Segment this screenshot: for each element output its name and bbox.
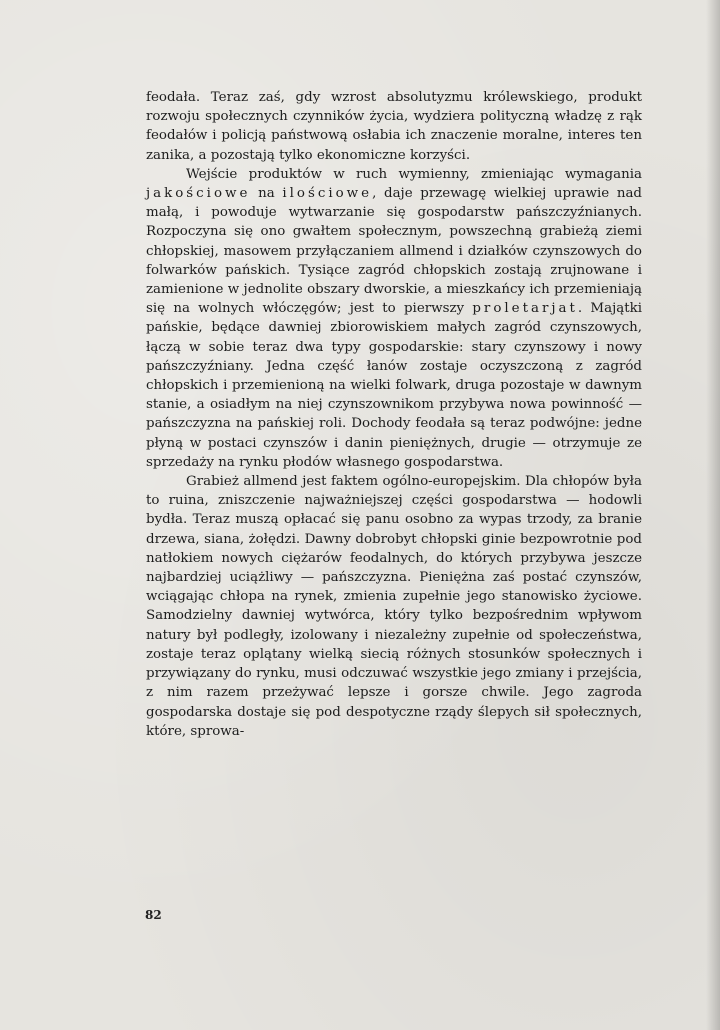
- emphasized-text: ilościowe: [282, 186, 373, 202]
- paragraph-text: na: [250, 186, 283, 202]
- paragraph: [146, 165, 642, 472]
- paragraph-text: Wejście produktów w ruch wymienny, zmieniając wymagania: [186, 166, 642, 182]
- paragraph: [146, 472, 642, 741]
- paragraph-text: feodała. Teraz zaś, gdy wzrost absolutyzmu królewskiego, produkt rozwoju społecznych czynników życia, wydziera polityczną władzę z rąk feodałów i policją państwową osłabia ich znaczenie moralne, interes ten zanika, a pozostają tylko ekonomiczne korzyści.: [146, 90, 642, 163]
- page-edge-shadow: [706, 0, 720, 1030]
- paragraph: [146, 88, 642, 165]
- paragraph-text: , daje przewagę wielkiej uprawie nad małą, i powoduje wytwarzanie się gospodarstw pańszczyźnianych. Rozpoczyna się ono gwałtem społecznym, powszechną grabieżą ziemi chłopskiej, masowem przyłączaniem allmend i działków czynszowych do folwarków pańskich. Tysiące zagród chłopskich zostają zrujnowane i zamienione w jednolite obszary dworskie, a mieszkańcy ich przemieniają się na wolnych włóczęgów; jest to pierwszy: [146, 186, 642, 317]
- page-number: 82: [145, 908, 162, 922]
- emphasized-text: proletarjat: [472, 301, 578, 317]
- emphasized-text: jakościowe: [146, 186, 251, 202]
- paragraph-text: Grabież allmend jest faktem ogólno-europejskim. Dla chłopów była to ruina, zniszczenie najważniejszej części gospodarstwa — hodowli bydła. Teraz muszą opłacać się panu osobno za wypas trzody, za branie drzewa, siana, żołędzi. Dawny dobrobyt chłopski ginie bezpowrotnie pod natłokiem nowych ciężarów feodalnych, do których przybywa jeszcze najbardziej uciążliwy — pańszczyzna. Pieniężna zaś postać czynszów, wciągając chłopa na rynek, zmienia zupełnie jego stanowisko życiowe. Samodzielny dawniej wytwórca, który tylko bezpośrednim wpływom natury był podległy, izolowany i niezależny zupełnie od społeczeństwa, zostaje teraz oplątany wielką siecią różnych stosunków społecznych i przywiązany do rynku, musi odczuwać wszystkie jego zmiany i przejścia, z nim razem przeżywać lepsze i gorsze chwile. Jego zagroda gospodarska dostaje się pod despotyczne rządy ślepych sił społecznych, które, sprowa-: [146, 474, 642, 739]
- body-text: [146, 88, 642, 741]
- paragraph-text: . Majątki pańskie, będące dawniej zbiorowiskiem małych zagród czynszowych, łączą w sobie teraz dwa typy gospodarskie: stary czynszowy i nowy pańszczyźniany. Jedna część łanów zostaje oczyszczoną z zagród chłopskich i przemienioną na wielki folwark, druga pozostaje w dawnym stanie, a osiadłym na niej czynszownikom przybywa nowa powinność — pańszczyzna na pańskiej roli. Dochody feodała są teraz podwójne: jedne płyną w postaci czynszów i danin pieniężnych, drugie — otrzymuje ze sprzedaży na rynku płodów własnego gospodarstwa.: [146, 301, 642, 470]
